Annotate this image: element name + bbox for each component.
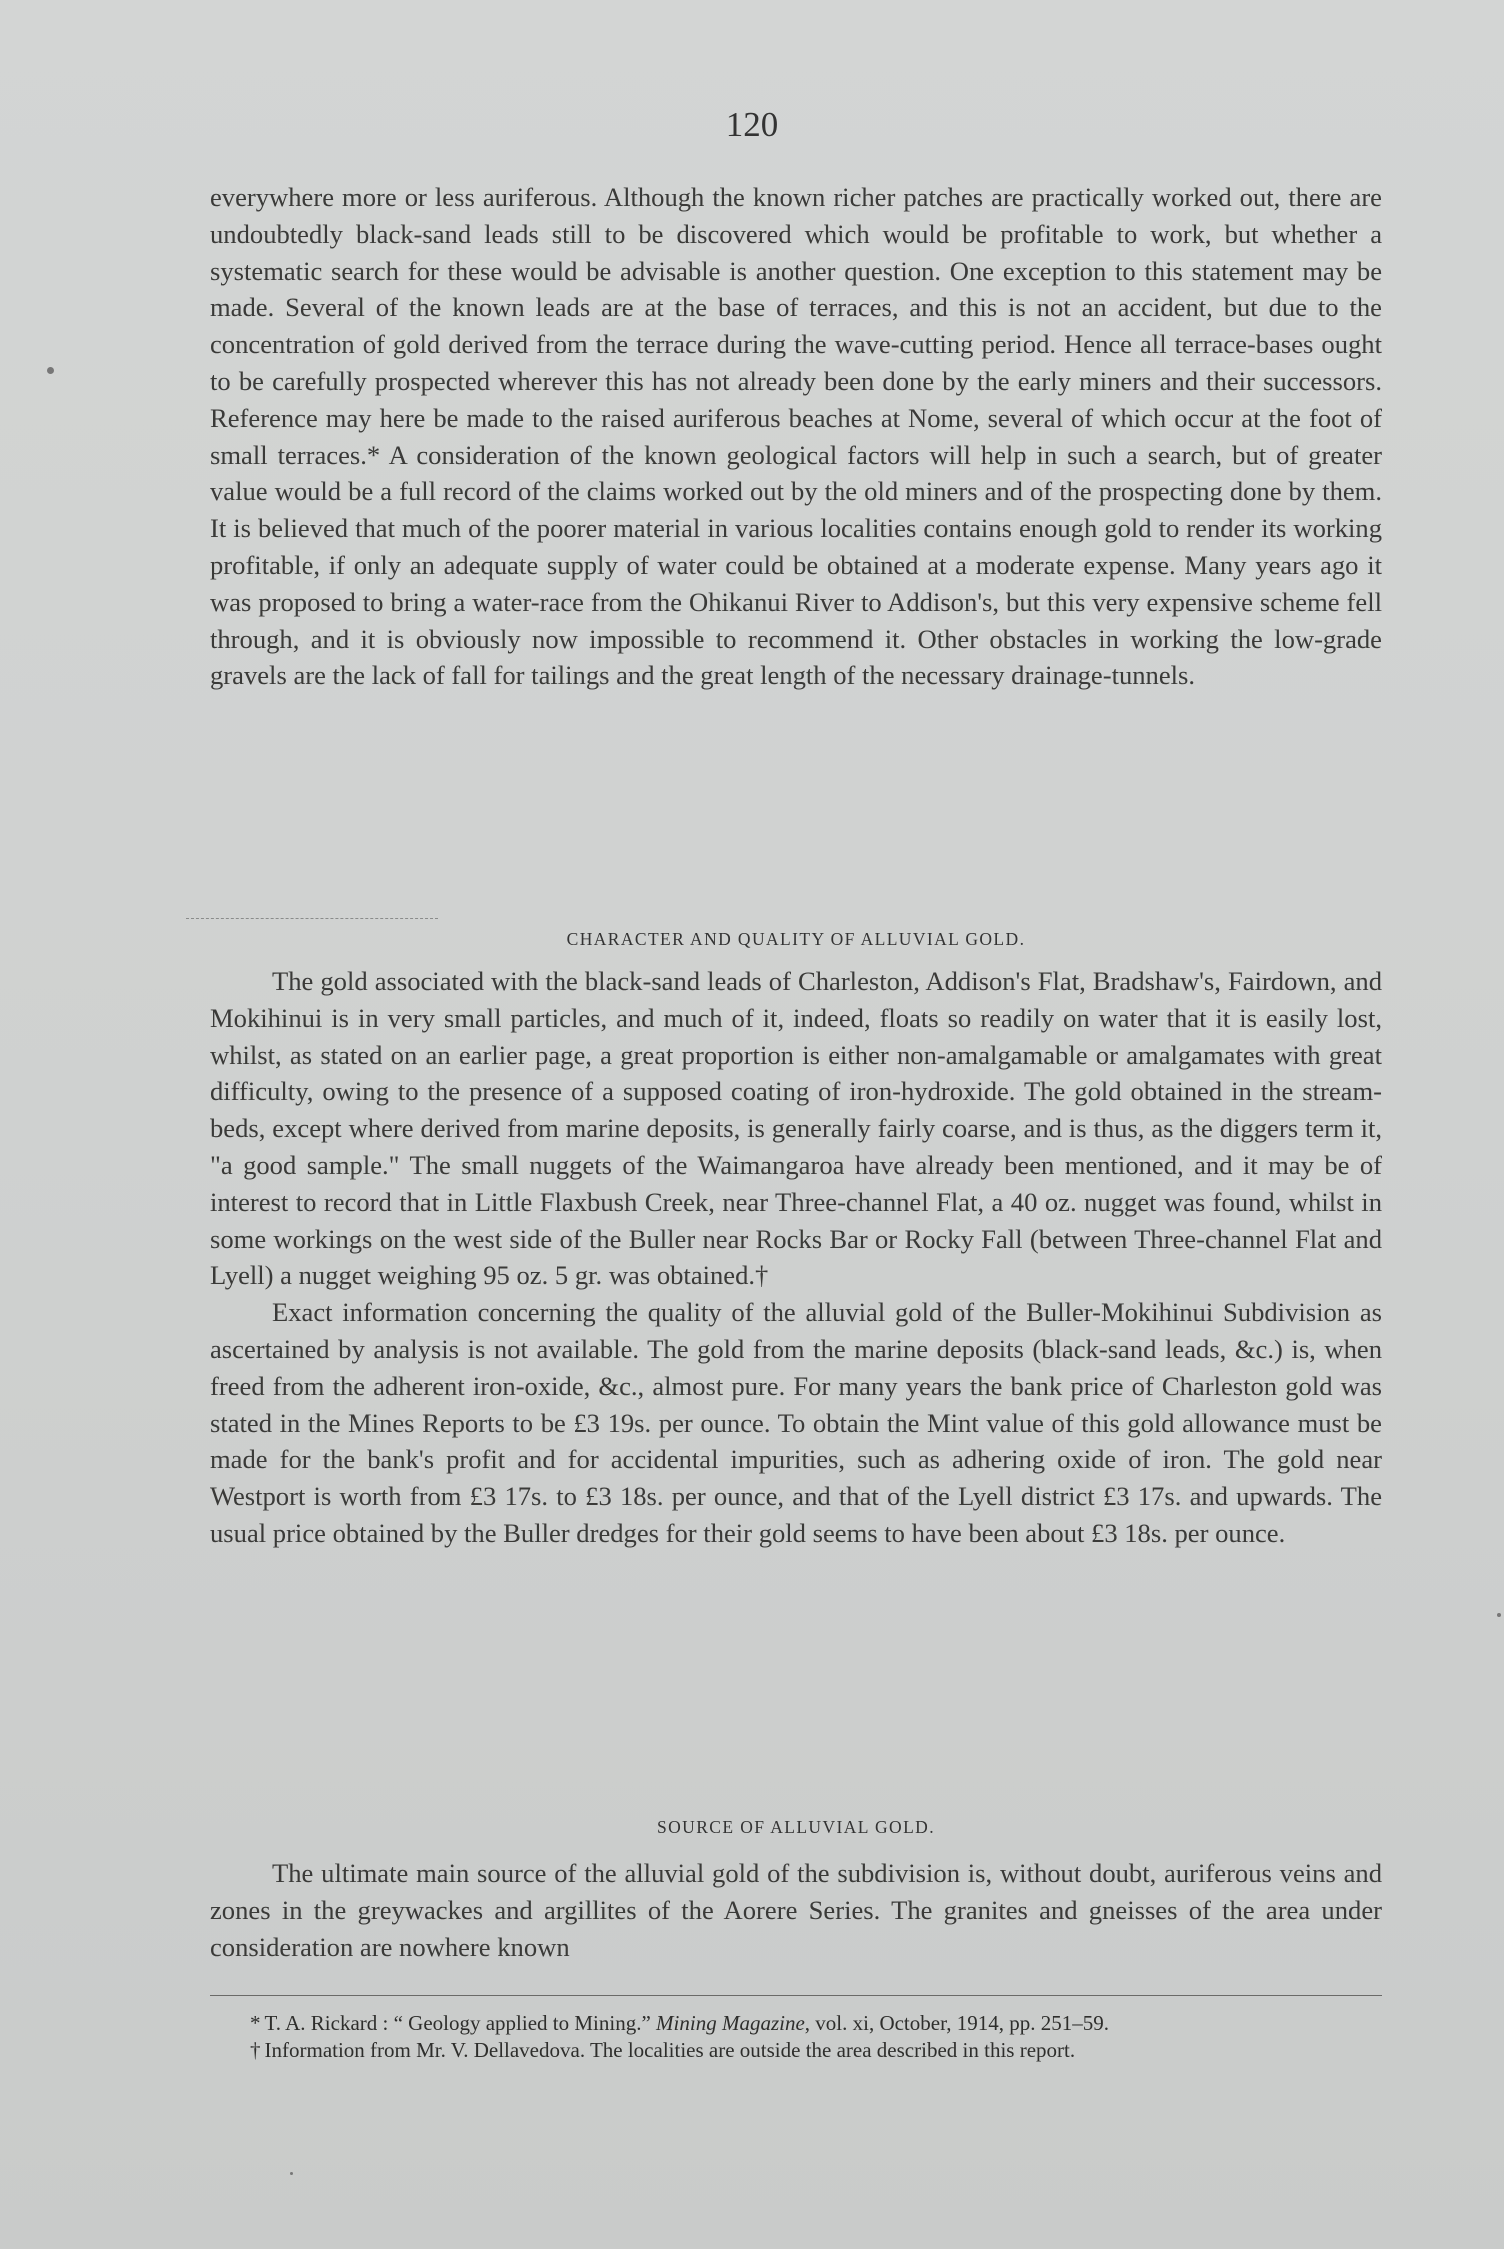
section-character-body xyxy=(210,963,1382,1552)
section-source-body xyxy=(210,1855,1382,1965)
footnote-mark-asterisk: * xyxy=(250,2011,261,2035)
footnote-rickard-journal: Mining Magazine xyxy=(656,2011,805,2035)
opening-text-block xyxy=(210,179,1382,694)
section-character xyxy=(210,929,1382,950)
paper-speck xyxy=(290,2172,293,2175)
opening-paragraph: everywhere more or less auriferous. Although the known richer patches are practically worked out, there are undoubtedly black-sand leads still to be discovered which would be profitable to work, but whether a systematic search for these would be advisable is another question. One exception to this statement may be made. Several of the known leads are at the base of terraces, and this is not an accident, but due to the concentration of gold derived from the terrace during the wave-cutting period. Hence all terrace-bases ought to be carefully prospected wherever this has not already been done by the early miners and their successors. Reference may here be made to the raised auriferous beaches at Nome, several of which occur at the foot of small terraces.* A consideration of the known geological factors will help in such a search, but of greater value would be a full record of the claims worked out by the old miners and of the prospecting done by them. It is believed that much of the poorer material in various localities contains enough gold to render its working profitable, if only an adequate supply of water could be obtained at a moderate expense. Many years ago it was proposed to bring a water-race from the Ohikanui River to Addison's, but this very expensive scheme fell through, and it is obviously now impossible to recommend it. Other obstacles in working the low-grade gravels are the lack of fall for tailings and the great length of the necessary drainage-tunnels. xyxy=(210,182,1382,691)
footnote-divider xyxy=(210,1995,1382,1996)
footnote-rickard xyxy=(250,2010,1390,2037)
decorative-dashed-rule xyxy=(186,918,438,919)
footnote-dellavedova-text: Information from Mr. V. Dellavedova. The localities are outside the area described in this report. xyxy=(264,2038,1076,2062)
section-heading-character: CHARACTER AND QUALITY OF ALLUVIAL GOLD. xyxy=(566,929,1026,949)
footnote-mark-dagger: † xyxy=(250,2038,261,2062)
character-paragraph-1: The gold associated with the black-sand leads of Charleston, Addison's Flat, Bradshaw's, Fairdown, and Mokihinui is in very small particles, and much of it, indeed, floats so readily on water that it is easily lost, whilst, as stated on an earlier page, a great proportion is either non-amalgamable or amalgamates with great difficulty, owing to the presence of a supposed coating of iron-hydroxide. The gold obtained in the stream-beds, except where derived from marine deposits, is generally fairly coarse, and is thus, as the diggers term it, "a good sample." The small nuggets of the Waimangaroa have already been mentioned, and it may be of interest to record that in Little Flaxbush Creek, near Three-channel Flat, a 40 oz. nugget was found, whilst in some workings on the west side of the Buller near Rocks Bar or Rocky Fall (between Three-channel Flat and Lyell) a nugget weighing 95 oz. 5 gr. was obtained.† xyxy=(210,966,1382,1291)
page-number: 120 xyxy=(725,105,779,144)
source-paragraph: The ultimate main source of the alluvial gold of the subdivision is, without doubt, auriferous veins and zones in the greywackes and argillites of the Aorere Series. The granites and gneisses of the area under consideration are nowhere known xyxy=(210,1858,1382,1962)
paper-speck xyxy=(47,367,54,374)
footnotes xyxy=(250,2010,1390,2064)
paper-speck xyxy=(1497,1613,1501,1617)
section-heading-source: SOURCE OF ALLUVIAL GOLD. xyxy=(657,1817,935,1837)
footnote-rickard-citation: , vol. xi, October, 1914, pp. 251–59. xyxy=(804,2011,1109,2035)
footnote-rickard-author-title: T. A. Rickard : “ Geology applied to Mining.” xyxy=(264,2011,657,2035)
footnote-dellavedova xyxy=(250,2037,1390,2064)
character-paragraph-2: Exact information concerning the quality of the alluvial gold of the Buller-Mokihinui Subdivision as ascertained by analysis is not available. The gold from the marine deposits (black-sand leads, &c.) is, when freed from the adherent iron-oxide, &c., almost pure. For many years the bank price of Charleston gold was stated in the Mines Reports to be £3 19s. per ounce. To obtain the Mint value of this gold allowance must be made for the bank's profit and for accidental impurities, such as adhering oxide of iron. The gold near Westport is worth from £3 17s. to £3 18s. per ounce, and that of the Lyell district £3 17s. and upwards. The usual price obtained by the Buller dredges for their gold seems to have been about £3 18s. per ounce. xyxy=(210,1297,1382,1548)
section-source xyxy=(210,1817,1382,1838)
